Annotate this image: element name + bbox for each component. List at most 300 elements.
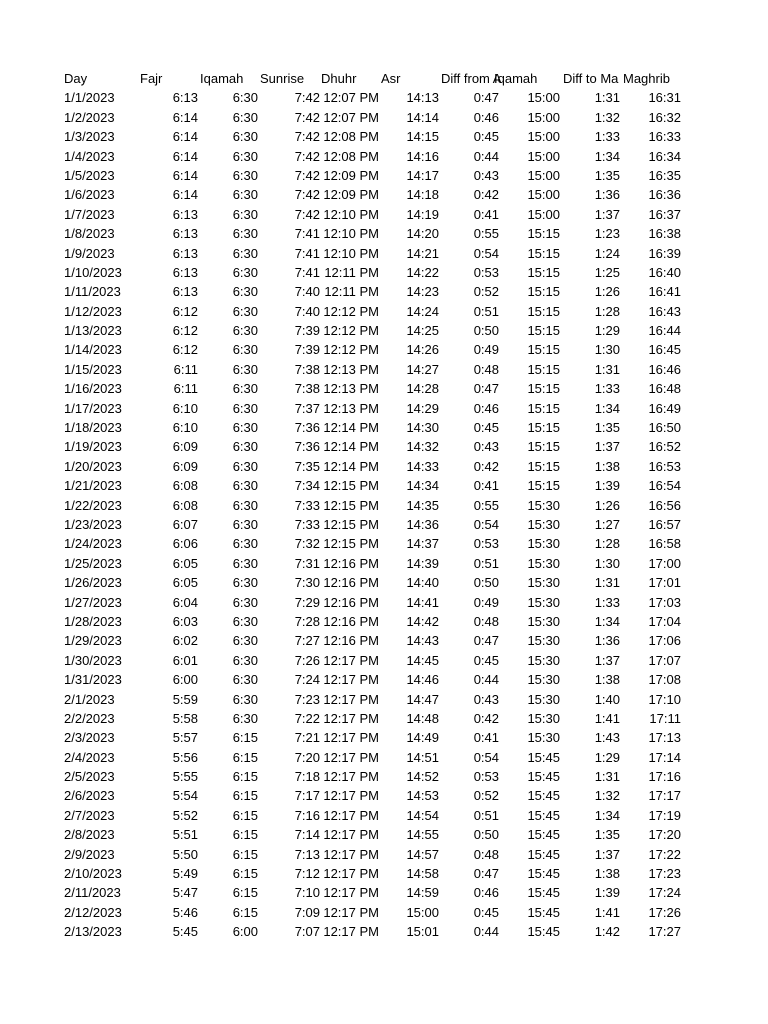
asr-iqamah-cell[interactable]: 15:45 — [527, 749, 560, 765]
day-cell[interactable]: 1/21/2023 — [64, 478, 122, 494]
sunrise-cell[interactable]: 7:29 — [294, 594, 320, 610]
fajr-cell[interactable]: 6:09 — [172, 458, 198, 474]
maghrib-cell[interactable]: 17:04 — [648, 613, 681, 629]
asr-iqamah-cell[interactable]: 15:30 — [527, 691, 560, 707]
diff-to-maghrib-cell[interactable]: 1:43 — [594, 730, 620, 746]
day-cell[interactable]: 1/22/2023 — [64, 497, 122, 513]
asr-cell[interactable]: 14:36 — [406, 516, 439, 532]
asr-cell[interactable]: 14:16 — [406, 148, 439, 164]
iqamah-cell[interactable]: 6:30 — [232, 129, 258, 145]
asr-iqamah-cell[interactable]: 15:15 — [527, 226, 560, 242]
fajr-cell[interactable]: 6:02 — [172, 633, 198, 649]
dhuhr-cell[interactable]: 12:16 PM — [323, 575, 379, 591]
asr-cell[interactable]: 14:59 — [406, 885, 439, 901]
asr-iqamah-cell[interactable]: 15:15 — [527, 439, 560, 455]
asr-iqamah-cell[interactable]: 15:30 — [527, 633, 560, 649]
maghrib-cell[interactable]: 17:24 — [648, 885, 681, 901]
diff-from-asr-cell[interactable]: 0:47 — [473, 866, 499, 882]
fajr-cell[interactable]: 5:56 — [172, 749, 198, 765]
asr-cell[interactable]: 14:27 — [406, 361, 439, 377]
maghrib-cell[interactable]: 17:23 — [648, 866, 681, 882]
asr-iqamah-cell[interactable]: 15:00 — [527, 206, 560, 222]
asr-iqamah-cell[interactable]: 15:00 — [527, 90, 560, 106]
day-cell[interactable]: 2/10/2023 — [64, 866, 122, 882]
sunrise-cell[interactable]: 7:24 — [294, 672, 320, 688]
asr-iqamah-cell[interactable]: 15:00 — [527, 148, 560, 164]
day-cell[interactable]: 1/30/2023 — [64, 652, 122, 668]
iqamah-cell[interactable]: 6:30 — [232, 109, 258, 125]
maghrib-cell[interactable]: 16:31 — [648, 90, 681, 106]
maghrib-cell[interactable]: 16:37 — [648, 206, 681, 222]
day-cell[interactable]: 2/2/2023 — [64, 710, 115, 726]
maghrib-cell[interactable]: 16:33 — [648, 129, 681, 145]
maghrib-cell[interactable]: 16:58 — [648, 536, 681, 552]
diff-to-maghrib-cell[interactable]: 1:34 — [594, 400, 620, 416]
diff-to-maghrib-cell[interactable]: 1:33 — [594, 381, 620, 397]
diff-to-maghrib-cell[interactable]: 1:32 — [594, 109, 620, 125]
fajr-cell[interactable]: 6:08 — [172, 497, 198, 513]
asr-iqamah-cell[interactable]: 15:15 — [527, 264, 560, 280]
dhuhr-cell[interactable]: 12:17 PM — [323, 827, 379, 843]
asr-cell[interactable]: 15:01 — [406, 924, 439, 940]
dhuhr-cell[interactable]: 12:07 PM — [323, 90, 379, 106]
iqamah-cell[interactable]: 6:30 — [232, 90, 258, 106]
fajr-cell[interactable]: 6:13 — [172, 245, 198, 261]
diff-from-asr-cell[interactable]: 0:54 — [473, 516, 499, 532]
iqamah-cell[interactable]: 6:30 — [232, 516, 258, 532]
asr-iqamah-cell[interactable]: 15:15 — [527, 400, 560, 416]
day-cell[interactable]: 1/25/2023 — [64, 555, 122, 571]
diff-to-maghrib-cell[interactable]: 1:37 — [594, 439, 620, 455]
diff-to-maghrib-cell[interactable]: 1:36 — [594, 187, 620, 203]
asr-cell[interactable]: 14:17 — [406, 167, 439, 183]
asr-iqamah-cell[interactable]: 15:00 — [527, 187, 560, 203]
maghrib-cell[interactable]: 16:56 — [648, 497, 681, 513]
maghrib-cell[interactable]: 17:13 — [648, 730, 681, 746]
asr-cell[interactable]: 14:58 — [406, 866, 439, 882]
sunrise-cell[interactable]: 7:14 — [294, 827, 320, 843]
diff-to-maghrib-cell[interactable]: 1:35 — [594, 827, 620, 843]
diff-to-maghrib-cell[interactable]: 1:34 — [594, 613, 620, 629]
asr-iqamah-cell[interactable]: 15:15 — [527, 478, 560, 494]
maghrib-cell[interactable]: 17:17 — [648, 788, 681, 804]
diff-from-asr-cell[interactable]: 0:47 — [473, 381, 499, 397]
fajr-cell[interactable]: 5:58 — [172, 710, 198, 726]
asr-cell[interactable]: 14:40 — [406, 575, 439, 591]
dhuhr-cell[interactable]: 12:07 PM — [323, 109, 379, 125]
diff-from-asr-cell[interactable]: 0:47 — [473, 90, 499, 106]
iqamah-cell[interactable]: 6:30 — [232, 381, 258, 397]
header-dhuhr[interactable]: Dhuhr — [321, 71, 357, 86]
diff-to-maghrib-cell[interactable]: 1:29 — [594, 749, 620, 765]
day-cell[interactable]: 1/2/2023 — [64, 109, 115, 125]
sunrise-cell[interactable]: 7:22 — [294, 710, 320, 726]
dhuhr-cell[interactable]: 12:17 PM — [323, 691, 379, 707]
maghrib-cell[interactable]: 16:41 — [648, 284, 681, 300]
fajr-cell[interactable]: 6:14 — [172, 187, 198, 203]
asr-iqamah-cell[interactable]: 15:30 — [527, 555, 560, 571]
asr-iqamah-cell[interactable]: 15:15 — [527, 323, 560, 339]
sunrise-cell[interactable]: 7:42 — [294, 148, 320, 164]
dhuhr-cell[interactable]: 12:10 PM — [323, 245, 379, 261]
dhuhr-cell[interactable]: 12:17 PM — [323, 807, 379, 823]
iqamah-cell[interactable]: 6:30 — [232, 613, 258, 629]
day-cell[interactable]: 2/12/2023 — [64, 904, 122, 920]
dhuhr-cell[interactable]: 12:15 PM — [323, 516, 379, 532]
asr-iqamah-cell[interactable]: 15:45 — [527, 866, 560, 882]
diff-to-maghrib-cell[interactable]: 1:38 — [594, 672, 620, 688]
maghrib-cell[interactable]: 17:27 — [648, 924, 681, 940]
sunrise-cell[interactable]: 7:10 — [294, 885, 320, 901]
iqamah-cell[interactable]: 6:30 — [232, 264, 258, 280]
fajr-cell[interactable]: 6:04 — [172, 594, 198, 610]
diff-from-asr-cell[interactable]: 0:50 — [473, 827, 499, 843]
diff-from-asr-cell[interactable]: 0:44 — [473, 672, 499, 688]
asr-cell[interactable]: 14:32 — [406, 439, 439, 455]
dhuhr-cell[interactable]: 12:17 PM — [323, 769, 379, 785]
maghrib-cell[interactable]: 16:36 — [648, 187, 681, 203]
diff-from-asr-cell[interactable]: 0:45 — [473, 904, 499, 920]
sunrise-cell[interactable]: 7:23 — [294, 691, 320, 707]
asr-cell[interactable]: 14:46 — [406, 672, 439, 688]
diff-from-asr-cell[interactable]: 0:44 — [473, 148, 499, 164]
maghrib-cell[interactable]: 16:50 — [648, 420, 681, 436]
sunrise-cell[interactable]: 7:18 — [294, 769, 320, 785]
dhuhr-cell[interactable]: 12:17 PM — [323, 672, 379, 688]
diff-to-maghrib-cell[interactable]: 1:28 — [594, 303, 620, 319]
diff-to-maghrib-cell[interactable]: 1:26 — [594, 497, 620, 513]
sunrise-cell[interactable]: 7:17 — [294, 788, 320, 804]
fajr-cell[interactable]: 6:13 — [172, 284, 198, 300]
day-cell[interactable]: 1/26/2023 — [64, 575, 122, 591]
fajr-cell[interactable]: 6:05 — [172, 555, 198, 571]
iqamah-cell[interactable]: 6:30 — [232, 439, 258, 455]
sunrise-cell[interactable]: 7:42 — [294, 90, 320, 106]
day-cell[interactable]: 2/1/2023 — [64, 691, 115, 707]
asr-iqamah-cell[interactable]: 15:15 — [527, 245, 560, 261]
sunrise-cell[interactable]: 7:39 — [294, 342, 320, 358]
iqamah-cell[interactable]: 6:30 — [232, 633, 258, 649]
iqamah-cell[interactable]: 6:30 — [232, 555, 258, 571]
diff-to-maghrib-cell[interactable]: 1:27 — [594, 516, 620, 532]
fajr-cell[interactable]: 6:12 — [172, 323, 198, 339]
maghrib-cell[interactable]: 17:16 — [648, 769, 681, 785]
sunrise-cell[interactable]: 7:36 — [294, 439, 320, 455]
fajr-cell[interactable]: 6:05 — [172, 575, 198, 591]
asr-cell[interactable]: 14:34 — [406, 478, 439, 494]
day-cell[interactable]: 2/9/2023 — [64, 846, 115, 862]
asr-iqamah-cell[interactable]: 15:15 — [527, 284, 560, 300]
diff-from-asr-cell[interactable]: 0:45 — [473, 129, 499, 145]
asr-cell[interactable]: 14:52 — [406, 769, 439, 785]
diff-to-maghrib-cell[interactable]: 1:38 — [594, 866, 620, 882]
diff-to-maghrib-cell[interactable]: 1:39 — [594, 885, 620, 901]
asr-cell[interactable]: 14:48 — [406, 710, 439, 726]
maghrib-cell[interactable]: 17:06 — [648, 633, 681, 649]
asr-iqamah-cell[interactable]: 15:15 — [527, 458, 560, 474]
dhuhr-cell[interactable]: 12:17 PM — [323, 866, 379, 882]
fajr-cell[interactable]: 6:13 — [172, 206, 198, 222]
dhuhr-cell[interactable]: 12:13 PM — [323, 381, 379, 397]
day-cell[interactable]: 1/17/2023 — [64, 400, 122, 416]
asr-cell[interactable]: 14:21 — [406, 245, 439, 261]
asr-cell[interactable]: 15:00 — [406, 904, 439, 920]
fajr-cell[interactable]: 6:03 — [172, 613, 198, 629]
diff-to-maghrib-cell[interactable]: 1:41 — [594, 904, 620, 920]
diff-to-maghrib-cell[interactable]: 1:37 — [594, 206, 620, 222]
sunrise-cell[interactable]: 7:33 — [294, 497, 320, 513]
header-iqamah[interactable]: Iqamah — [200, 71, 244, 86]
fajr-cell[interactable]: 5:52 — [172, 807, 198, 823]
day-cell[interactable]: 1/13/2023 — [64, 323, 122, 339]
diff-to-maghrib-cell[interactable]: 1:40 — [594, 691, 620, 707]
maghrib-cell[interactable]: 17:26 — [648, 904, 681, 920]
sunrise-cell[interactable]: 7:28 — [294, 613, 320, 629]
diff-from-asr-cell[interactable]: 0:46 — [473, 109, 499, 125]
day-cell[interactable]: 1/23/2023 — [64, 516, 122, 532]
iqamah-cell[interactable]: 6:15 — [232, 827, 258, 843]
sunrise-cell[interactable]: 7:42 — [294, 206, 320, 222]
dhuhr-cell[interactable]: 12:15 PM — [323, 478, 379, 494]
sunrise-cell[interactable]: 7:42 — [294, 167, 320, 183]
day-cell[interactable]: 1/11/2023 — [64, 284, 121, 300]
asr-iqamah-cell[interactable]: 15:45 — [527, 846, 560, 862]
sunrise-cell[interactable]: 7:07 — [294, 924, 320, 940]
dhuhr-cell[interactable]: 12:17 PM — [323, 885, 379, 901]
day-cell[interactable]: 1/7/2023 — [64, 206, 115, 222]
asr-cell[interactable]: 14:35 — [406, 497, 439, 513]
iqamah-cell[interactable]: 6:30 — [232, 342, 258, 358]
diff-from-asr-cell[interactable]: 0:48 — [473, 361, 499, 377]
header-asr[interactable]: Asr — [381, 71, 401, 86]
asr-cell[interactable]: 14:39 — [406, 555, 439, 571]
dhuhr-cell[interactable]: 12:08 PM — [323, 129, 379, 145]
diff-from-asr-cell[interactable]: 0:48 — [473, 613, 499, 629]
asr-cell[interactable]: 14:22 — [406, 264, 439, 280]
dhuhr-cell[interactable]: 12:17 PM — [323, 788, 379, 804]
asr-iqamah-cell[interactable]: 15:45 — [527, 769, 560, 785]
asr-iqamah-cell[interactable]: 15:30 — [527, 652, 560, 668]
sunrise-cell[interactable]: 7:40 — [294, 303, 320, 319]
day-cell[interactable]: 1/14/2023 — [64, 342, 122, 358]
fajr-cell[interactable]: 6:13 — [172, 90, 198, 106]
iqamah-cell[interactable]: 6:15 — [232, 769, 258, 785]
day-cell[interactable]: 1/18/2023 — [64, 420, 122, 436]
diff-from-asr-cell[interactable]: 0:49 — [473, 342, 499, 358]
asr-iqamah-cell[interactable]: 15:30 — [527, 710, 560, 726]
sunrise-cell[interactable]: 7:31 — [294, 555, 320, 571]
diff-from-asr-cell[interactable]: 0:48 — [473, 846, 499, 862]
asr-iqamah-cell[interactable]: 15:15 — [527, 342, 560, 358]
asr-iqamah-cell[interactable]: 15:45 — [527, 788, 560, 804]
dhuhr-cell[interactable]: 12:14 PM — [323, 420, 379, 436]
iqamah-cell[interactable]: 6:30 — [232, 400, 258, 416]
maghrib-cell[interactable]: 16:43 — [648, 303, 681, 319]
diff-from-asr-cell[interactable]: 0:51 — [473, 303, 499, 319]
asr-cell[interactable]: 14:29 — [406, 400, 439, 416]
asr-iqamah-cell[interactable]: 15:15 — [527, 361, 560, 377]
maghrib-cell[interactable]: 16:48 — [648, 381, 681, 397]
asr-cell[interactable]: 14:42 — [406, 613, 439, 629]
fajr-cell[interactable]: 6:06 — [172, 536, 198, 552]
header-fajr[interactable]: Fajr — [140, 71, 163, 86]
diff-to-maghrib-cell[interactable]: 1:30 — [594, 555, 620, 571]
diff-to-maghrib-cell[interactable]: 1:29 — [594, 323, 620, 339]
day-cell[interactable]: 2/3/2023 — [64, 730, 115, 746]
maghrib-cell[interactable]: 17:07 — [648, 652, 681, 668]
maghrib-cell[interactable]: 17:11 — [649, 710, 681, 726]
iqamah-cell[interactable]: 6:30 — [232, 167, 258, 183]
asr-cell[interactable]: 14:37 — [406, 536, 439, 552]
diff-to-maghrib-cell[interactable]: 1:33 — [594, 129, 620, 145]
iqamah-cell[interactable]: 6:30 — [232, 284, 258, 300]
iqamah-cell[interactable]: 6:30 — [232, 187, 258, 203]
maghrib-cell[interactable]: 16:32 — [648, 109, 681, 125]
fajr-cell[interactable]: 6:10 — [172, 420, 198, 436]
day-cell[interactable]: 2/4/2023 — [64, 749, 115, 765]
asr-iqamah-cell[interactable]: 15:30 — [527, 575, 560, 591]
day-cell[interactable]: 1/29/2023 — [64, 633, 122, 649]
asr-cell[interactable]: 14:45 — [406, 652, 439, 668]
sunrise-cell[interactable]: 7:13 — [294, 846, 320, 862]
fajr-cell[interactable]: 6:12 — [172, 342, 198, 358]
asr-cell[interactable]: 14:33 — [406, 458, 439, 474]
diff-to-maghrib-cell[interactable]: 1:31 — [594, 90, 620, 106]
iqamah-cell[interactable]: 6:00 — [232, 924, 258, 940]
fajr-cell[interactable]: 5:59 — [172, 691, 198, 707]
iqamah-cell[interactable]: 6:15 — [232, 885, 258, 901]
diff-from-asr-cell[interactable]: 0:44 — [473, 924, 499, 940]
sunrise-cell[interactable]: 7:42 — [294, 109, 320, 125]
diff-to-maghrib-cell[interactable]: 1:31 — [594, 575, 620, 591]
dhuhr-cell[interactable]: 12:09 PM — [323, 167, 379, 183]
asr-iqamah-cell[interactable]: 15:15 — [527, 420, 560, 436]
maghrib-cell[interactable]: 17:03 — [648, 594, 681, 610]
asr-cell[interactable]: 14:13 — [406, 90, 439, 106]
dhuhr-cell[interactable]: 12:10 PM — [323, 226, 379, 242]
day-cell[interactable]: 1/12/2023 — [64, 303, 122, 319]
dhuhr-cell[interactable]: 12:11 PM — [324, 264, 379, 280]
diff-from-asr-cell[interactable]: 0:52 — [473, 788, 499, 804]
asr-cell[interactable]: 14:43 — [406, 633, 439, 649]
asr-iqamah-cell[interactable]: 15:00 — [527, 109, 560, 125]
diff-to-maghrib-cell[interactable]: 1:30 — [594, 342, 620, 358]
header-diff-to-maghrib[interactable]: Diff to Ma — [563, 71, 619, 86]
asr-cell[interactable]: 14:51 — [406, 749, 439, 765]
dhuhr-cell[interactable]: 12:13 PM — [323, 400, 379, 416]
dhuhr-cell[interactable]: 12:17 PM — [323, 846, 379, 862]
dhuhr-cell[interactable]: 12:16 PM — [323, 633, 379, 649]
iqamah-cell[interactable]: 6:30 — [232, 323, 258, 339]
maghrib-cell[interactable]: 16:38 — [648, 226, 681, 242]
diff-from-asr-cell[interactable]: 0:43 — [473, 691, 499, 707]
iqamah-cell[interactable]: 6:30 — [232, 226, 258, 242]
diff-from-asr-cell[interactable]: 0:52 — [473, 284, 499, 300]
diff-from-asr-cell[interactable]: 0:41 — [473, 730, 499, 746]
asr-iqamah-cell[interactable]: 15:00 — [527, 167, 560, 183]
sunrise-cell[interactable]: 7:41 — [294, 264, 320, 280]
sunrise-cell[interactable]: 7:42 — [294, 187, 320, 203]
day-cell[interactable]: 2/5/2023 — [64, 769, 115, 785]
diff-to-maghrib-cell[interactable]: 1:37 — [594, 846, 620, 862]
header-day[interactable]: Day — [64, 71, 88, 86]
fajr-cell[interactable]: 6:14 — [172, 129, 198, 145]
diff-to-maghrib-cell[interactable]: 1:25 — [594, 264, 620, 280]
maghrib-cell[interactable]: 17:10 — [648, 691, 681, 707]
iqamah-cell[interactable]: 6:30 — [232, 672, 258, 688]
maghrib-cell[interactable]: 17:08 — [648, 672, 681, 688]
iqamah-cell[interactable]: 6:30 — [232, 497, 258, 513]
iqamah-cell[interactable]: 6:15 — [232, 904, 258, 920]
maghrib-cell[interactable]: 16:53 — [648, 458, 681, 474]
day-cell[interactable]: 1/19/2023 — [64, 439, 122, 455]
fajr-cell[interactable]: 5:46 — [172, 904, 198, 920]
maghrib-cell[interactable]: 17:22 — [648, 846, 681, 862]
dhuhr-cell[interactable]: 12:17 PM — [323, 710, 379, 726]
asr-iqamah-cell[interactable]: 15:45 — [527, 807, 560, 823]
day-cell[interactable]: 1/5/2023 — [64, 167, 115, 183]
iqamah-cell[interactable]: 6:30 — [232, 148, 258, 164]
diff-from-asr-cell[interactable]: 0:46 — [473, 400, 499, 416]
day-cell[interactable]: 1/16/2023 — [64, 381, 122, 397]
diff-to-maghrib-cell[interactable]: 1:23 — [594, 226, 620, 242]
sunrise-cell[interactable]: 7:16 — [294, 807, 320, 823]
fajr-cell[interactable]: 6:14 — [172, 109, 198, 125]
sunrise-cell[interactable]: 7:41 — [294, 226, 320, 242]
asr-cell[interactable]: 14:19 — [406, 206, 439, 222]
iqamah-cell[interactable]: 6:30 — [232, 575, 258, 591]
diff-from-asr-cell[interactable]: 0:51 — [473, 807, 499, 823]
day-cell[interactable]: 1/4/2023 — [64, 148, 115, 164]
fajr-cell[interactable]: 5:54 — [172, 788, 198, 804]
fajr-cell[interactable]: 5:55 — [172, 769, 198, 785]
iqamah-cell[interactable]: 6:30 — [232, 478, 258, 494]
iqamah-cell[interactable]: 6:15 — [232, 807, 258, 823]
fajr-cell[interactable]: 5:45 — [172, 924, 198, 940]
diff-from-asr-cell[interactable]: 0:54 — [473, 245, 499, 261]
diff-from-asr-cell[interactable]: 0:42 — [473, 710, 499, 726]
dhuhr-cell[interactable]: 12:17 PM — [323, 749, 379, 765]
asr-iqamah-cell[interactable]: 15:30 — [527, 516, 560, 532]
dhuhr-cell[interactable]: 12:11 PM — [324, 284, 379, 300]
dhuhr-cell[interactable]: 12:08 PM — [323, 148, 379, 164]
fajr-cell[interactable]: 6:09 — [172, 439, 198, 455]
asr-iqamah-cell[interactable]: 15:45 — [527, 904, 560, 920]
asr-cell[interactable]: 14:55 — [406, 827, 439, 843]
day-cell[interactable]: 1/8/2023 — [64, 226, 115, 242]
fajr-cell[interactable]: 6:13 — [172, 264, 198, 280]
sunrise-cell[interactable]: 7:36 — [294, 420, 320, 436]
diff-from-asr-cell[interactable]: 0:45 — [473, 420, 499, 436]
sunrise-cell[interactable]: 7:27 — [294, 633, 320, 649]
day-cell[interactable]: 1/1/2023 — [64, 90, 115, 106]
diff-to-maghrib-cell[interactable]: 1:35 — [594, 420, 620, 436]
day-cell[interactable]: 1/31/2023 — [64, 672, 122, 688]
diff-from-asr-cell[interactable]: 0:54 — [473, 749, 499, 765]
asr-cell[interactable]: 14:20 — [406, 226, 439, 242]
diff-to-maghrib-cell[interactable]: 1:32 — [594, 788, 620, 804]
asr-cell[interactable]: 14:23 — [406, 284, 439, 300]
diff-to-maghrib-cell[interactable]: 1:37 — [594, 652, 620, 668]
dhuhr-cell[interactable]: 12:13 PM — [323, 361, 379, 377]
maghrib-cell[interactable]: 16:45 — [648, 342, 681, 358]
day-cell[interactable]: 1/9/2023 — [64, 245, 115, 261]
diff-to-maghrib-cell[interactable]: 1:38 — [594, 458, 620, 474]
diff-from-asr-cell[interactable]: 0:49 — [473, 594, 499, 610]
dhuhr-cell[interactable]: 12:16 PM — [323, 555, 379, 571]
dhuhr-cell[interactable]: 12:17 PM — [323, 730, 379, 746]
dhuhr-cell[interactable]: 12:10 PM — [323, 206, 379, 222]
